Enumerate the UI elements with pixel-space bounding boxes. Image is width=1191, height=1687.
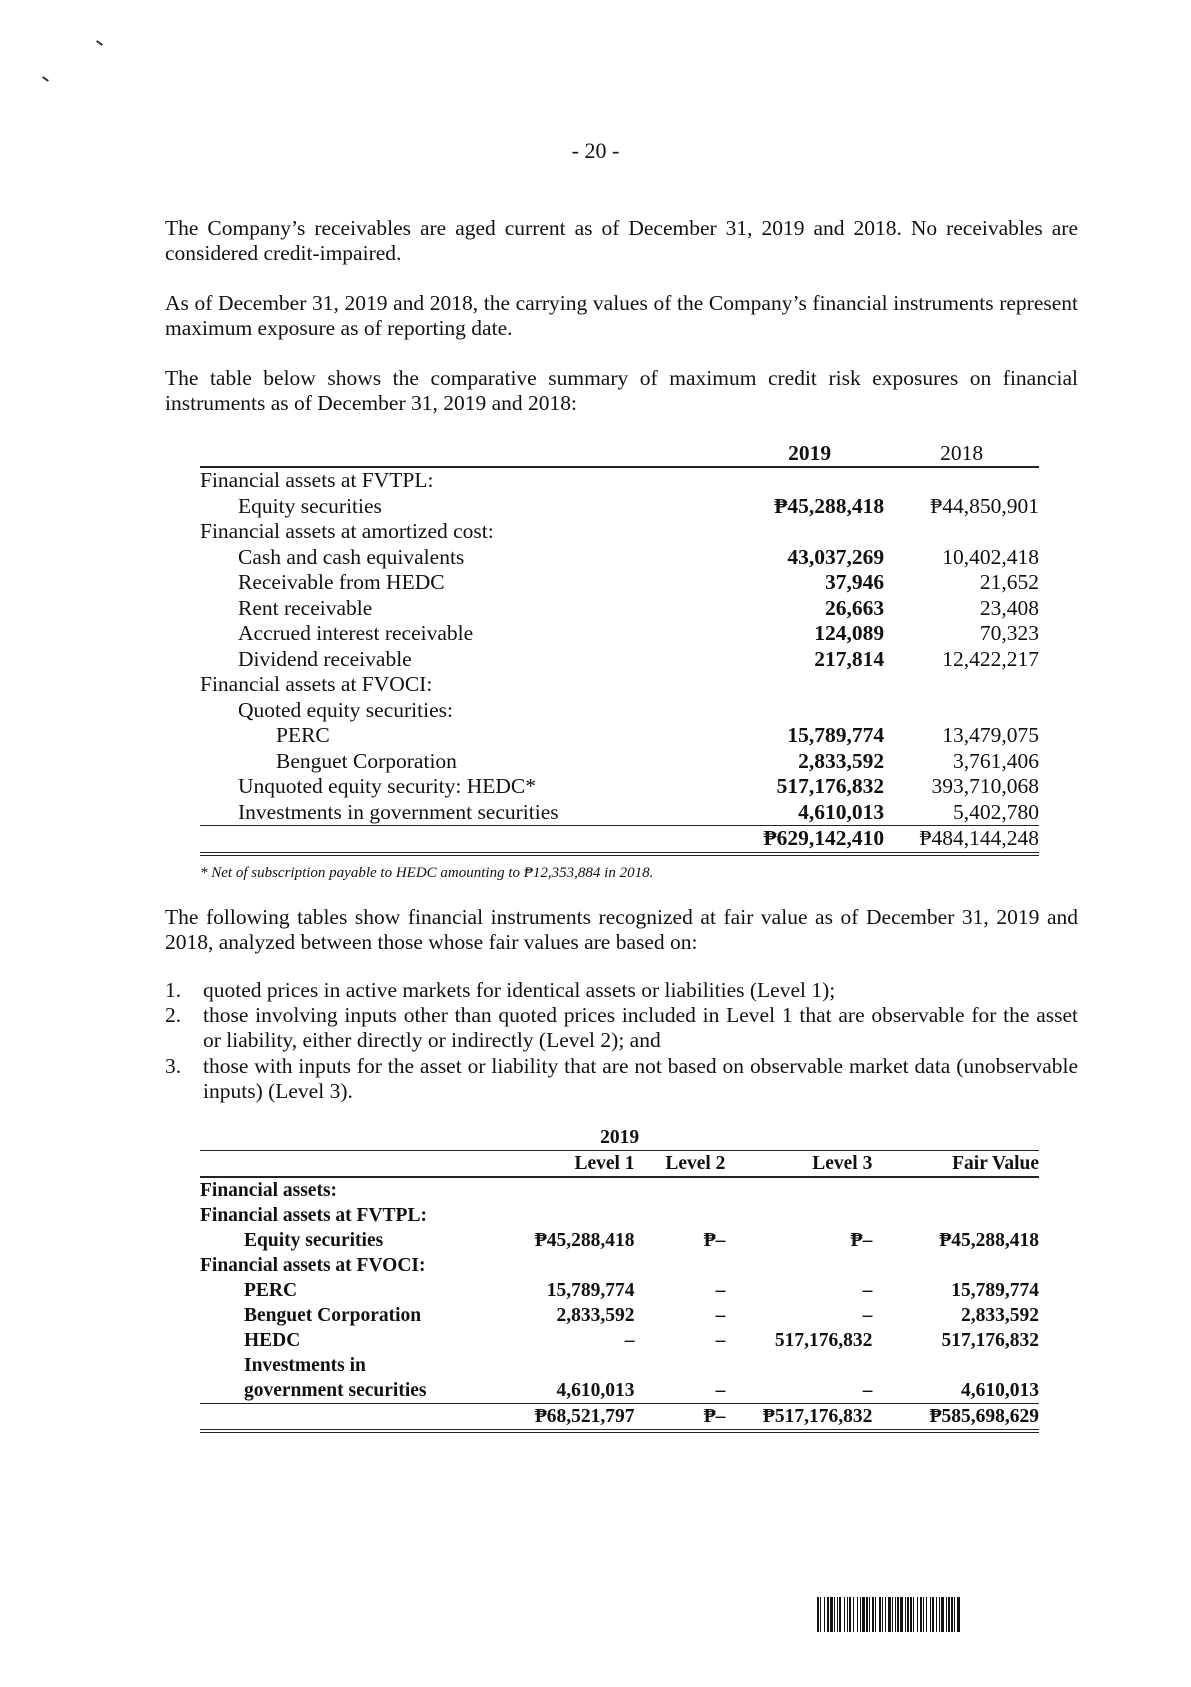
value-2019: 124,089 [814,621,885,645]
value-level-3: – [862,1280,873,1301]
row-label: Cash and cash equivalents [238,544,465,569]
table-row [200,596,1039,622]
row-label: Dividend receivable [238,646,412,671]
barcode-bar [827,1597,829,1632]
value-level-2: – [715,1330,726,1351]
value-2018: 10,402,418 [942,544,1039,569]
barcode-bar [939,1597,940,1632]
paragraph-receivables: The Company’s receivables are aged current as of December 31, 2019 and 2018. No receivables are considered credit-impaired. [165,216,1078,265]
row-label: Rent receivable [238,595,373,620]
table-row [200,1253,1039,1278]
barcode-bar [951,1597,953,1632]
value-level-2: ₱– [703,1230,726,1251]
table-row [200,570,1039,596]
row-label: Financial assets at amortized cost: [200,519,494,543]
total-2019: ₱629,142,410 [735,826,884,854]
value-2018: 12,422,217 [942,646,1039,671]
barcode-bar [948,1597,950,1632]
value-2019: 26,663 [825,595,885,620]
value-fair-value: 4,610,013 [872,1378,1039,1404]
barcode-bar [897,1597,899,1632]
table-row [200,545,1039,571]
row-label: Investments in [244,1355,366,1376]
paragraph-table-intro: The table below shows the comparative summary of maximum credit risk exposures on financial instruments as of December 31, 2019 and 2018: [165,366,1078,415]
list-text: those involving inputs other than quoted prices included in Level 1 that are observable for the asset or liability, either directly or indirectly (Level 2); and [203,1003,1078,1052]
barcode-bar [892,1597,893,1632]
value-2019: 4,610,013 [735,800,884,826]
value-fair-value: ₱45,288,418 [939,1230,1039,1251]
barcode-bar [932,1597,934,1632]
header-2019: 2019 [735,436,884,467]
row-label: Equity securities [244,1230,384,1251]
year-header-row [200,1125,1039,1151]
table-row [200,1203,1039,1228]
value-2018: 13,479,075 [942,723,1039,747]
value-2018: 70,323 [979,621,1039,645]
level-header-row [200,1151,1039,1178]
value-2019: 43,037,269 [787,544,885,569]
value-level-1: 15,789,774 [546,1280,635,1301]
table-row [200,1303,1039,1328]
row-label: Financial assets at FVTPL: [200,468,434,492]
barcode-bar [834,1597,835,1632]
table-row [200,519,1039,545]
total-level-2: ₱– [635,1404,738,1432]
table-row [200,1177,1039,1203]
fair-value-table [200,1125,1039,1433]
value-2018: ₱44,850,901 [930,493,1039,518]
barcode-bar [957,1597,960,1632]
barcode-bar [885,1597,886,1632]
barcode-bar [905,1597,906,1632]
barcode-bar [849,1597,851,1632]
table-row [200,723,1039,749]
table-row [200,672,1039,698]
value-fair-value: 15,789,774 [951,1280,1039,1301]
barcode-bar [954,1597,955,1632]
table-footnote: * Net of subscription payable to HEDC amounting to ₱12,353,884 in 2018. [200,865,654,881]
header-level-1: Level 1 [512,1151,634,1178]
row-label: Quoted equity securities: [238,697,453,722]
value-2018: 393,710,068 [931,774,1039,798]
barcode-bar [830,1597,833,1632]
paragraph-carrying-values: As of December 31, 2019 and 2018, the carrying values of the Company’s financial instruments represent maximum exposure as of reporting date. [165,291,1078,340]
value-level-3: 517,176,832 [774,1330,873,1351]
list-number: 3. [165,1054,182,1078]
barcode-bar [844,1597,845,1632]
barcode-bar [879,1597,881,1632]
barcode-bar [920,1597,922,1632]
barcode-bar [917,1597,918,1632]
barcode-bar [930,1597,931,1632]
scan-mark [96,40,103,46]
value-level-2: – [715,1280,726,1301]
barcode-bar [923,1597,924,1632]
barcode-bar [936,1597,937,1632]
credit-risk-table [200,436,1039,856]
value-2019: 37,946 [825,570,885,594]
table-row [200,1278,1039,1303]
barcode-bar [839,1597,841,1632]
list-number: 1. [165,978,182,1002]
barcode-bar [862,1597,865,1632]
table-row [200,749,1039,775]
total-2018: ₱484,144,248 [884,826,1039,854]
table-row [200,698,1039,724]
row-label: PERC [244,1280,298,1301]
list-text: those with inputs for the asset or liability that are not based on observable market data (unobservable inputs) (Level 3). [203,1054,1078,1103]
table-row [200,647,1039,673]
value-level-3: ₱– [850,1230,873,1251]
barcode-bar [820,1597,821,1632]
value-2019: 15,789,774 [787,723,885,747]
barcode-bar [888,1597,891,1632]
paragraph-fair-value-intro: The following tables show financial instruments recognized at fair value as of December 31, 2019 and 2018, analyzed between those whose fair values are based on: [165,905,1078,954]
list-number: 2. [165,1003,182,1027]
barcode-bar [941,1597,944,1632]
barcode-bar [817,1597,819,1632]
value-level-1: 4,610,013 [512,1378,634,1404]
value-level-1: – [624,1330,635,1351]
table-row [200,774,1039,800]
barcode-bar [882,1597,883,1632]
table-row [200,1228,1039,1253]
value-2019: 517,176,832 [776,774,885,798]
row-label: Financial assets: [200,1180,338,1201]
value-level-2: – [635,1378,738,1404]
value-level-3: – [737,1378,872,1404]
value-level-3: – [862,1305,873,1326]
row-label: Financial assets at FVOCI: [200,672,433,696]
row-label: Equity securities [238,493,382,518]
table-row [200,494,1039,520]
value-2018: 21,652 [979,570,1039,594]
header-year: 2019 [512,1125,1039,1151]
value-2018: 5,402,780 [884,800,1039,826]
barcode-bar [847,1597,848,1632]
header-2018: 2018 [884,436,1039,467]
barcode-bar [872,1597,874,1632]
value-2019: 2,833,592 [798,748,885,773]
total-level-1: ₱68,521,797 [512,1404,634,1432]
barcode-bar [900,1597,903,1632]
barcode-bar [824,1597,825,1632]
row-label: Benguet Corporation [244,1305,422,1326]
barcode-bar [866,1597,868,1632]
value-level-1: ₱45,288,418 [534,1230,635,1251]
table-row [200,1353,1039,1378]
barcode-bar [875,1597,876,1632]
table-header-row [200,436,1039,467]
value-2018: 3,761,406 [953,748,1039,773]
table-row [200,467,1039,494]
total-fair-value: ₱585,698,629 [872,1404,1039,1432]
total-level-3: ₱517,176,832 [737,1404,872,1432]
row-label: Financial assets at FVOCI: [200,1255,426,1276]
barcode-bar [853,1597,854,1632]
total-row [200,1404,1039,1432]
page-number: - 20 - [571,138,620,163]
row-label: Investments in government securities [200,800,735,826]
barcode-bar [837,1597,838,1632]
table-row [200,800,1039,826]
list-text: quoted prices in active markets for identical assets or liabilities (Level 1); [203,978,836,1002]
header-fair-value: Fair Value [872,1151,1039,1178]
barcode-bar [869,1597,870,1632]
header-level-2: Level 2 [635,1151,738,1178]
barcode-bar [895,1597,896,1632]
table-row [200,621,1039,647]
barcode-bar [860,1597,861,1632]
row-label: government securities [200,1378,512,1404]
barcode-bar [946,1597,947,1632]
value-level-2: – [715,1305,726,1326]
row-label: Receivable from HEDC [238,570,445,594]
row-label: Accrued interest receivable [238,621,474,645]
barcode-bar [926,1597,927,1632]
table-row [200,1378,1039,1404]
row-label: HEDC [244,1330,301,1351]
barcode-bar [913,1597,914,1632]
value-fair-value: 517,176,832 [941,1330,1039,1351]
scan-mark [42,76,49,82]
header-level-3: Level 3 [737,1151,872,1178]
barcode-bar [910,1597,912,1632]
table-row [200,1328,1039,1353]
value-2019: ₱45,288,418 [774,493,885,518]
value-2018: 23,408 [979,595,1039,620]
total-row [200,826,1039,854]
barcode-bar [907,1597,909,1632]
value-level-1: 2,833,592 [556,1305,635,1326]
barcode-bar [857,1597,858,1632]
barcode [817,1597,1078,1632]
row-label: PERC [276,723,330,747]
row-label: Unquoted equity security: HEDC* [238,774,536,798]
row-label: Benguet Corporation [276,748,457,773]
value-fair-value: 2,833,592 [961,1305,1039,1326]
value-2019: 217,814 [814,646,885,671]
row-label: Financial assets at FVTPL: [200,1205,427,1226]
